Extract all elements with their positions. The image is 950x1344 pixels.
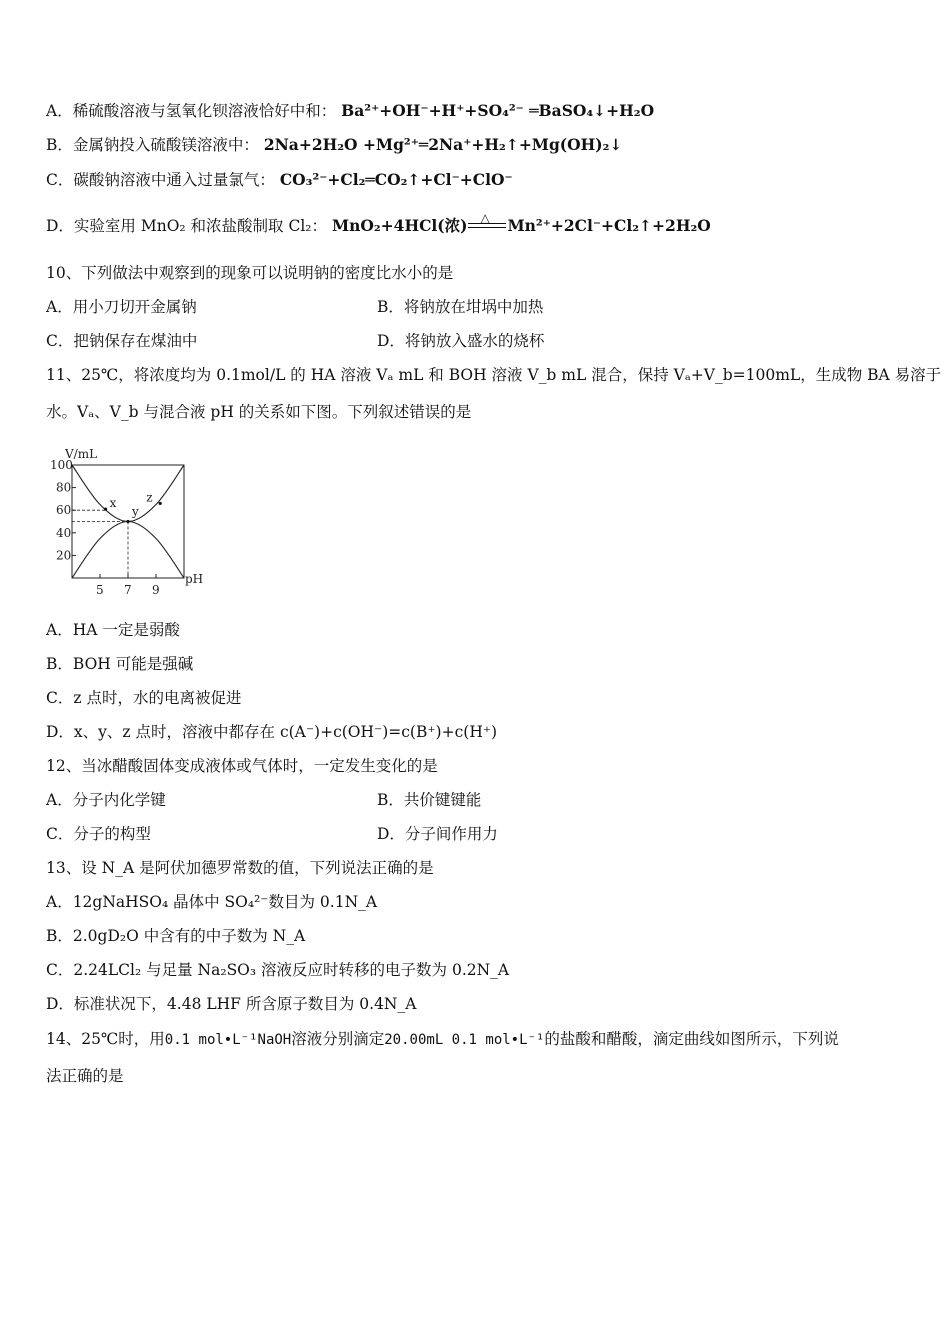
- q11-chart: [40, 440, 220, 600]
- point-marker: [104, 507, 107, 510]
- y-tick-label: 20: [56, 548, 72, 563]
- x-tick-label: 5: [96, 583, 104, 597]
- q11-stem-line2: 水。Vₐ、V_b 与混合液 pH 的关系如下图。下列叙述错误的是: [46, 403, 472, 421]
- q11-option-b: B．BOH 可能是强碱: [46, 655, 194, 673]
- point-marker: [126, 520, 129, 523]
- q10-option-d: D．将钠放入盛水的烧杯: [377, 332, 545, 350]
- q14-stem-line2: 法正确的是: [46, 1067, 124, 1085]
- heating-condition-sign: △: [467, 216, 507, 236]
- q12-option-b: B．共价键键能: [377, 791, 482, 809]
- q10-option-a: A．用小刀切开金属钠: [46, 298, 197, 316]
- y-tick-label: 60: [56, 503, 72, 518]
- q10-option-b: B．将钠放在坩埚中加热: [377, 298, 544, 316]
- q13-option-b: B．2.0gD₂O 中含有的中子数为 N_A: [46, 927, 306, 945]
- q9-option-b: B．金属钠投入硫酸镁溶液中： 2Na+2H₂O +Mg²⁺═2Na⁺+H₂↑+Mg(OH)₂↓: [46, 135, 623, 154]
- series-line: [72, 522, 184, 579]
- q9-option-a-equation: Ba²⁺+OH⁻+H⁺+SO₄²⁻ ═BaSO₄↓+H₂O: [341, 101, 655, 120]
- q9-option-c-equation: CO₃²⁻+Cl₂═CO₂↑+Cl⁻+ClO⁻: [279, 170, 513, 189]
- q9-option-a: A．稀硫酸溶液与氢氧化钡溶液恰好中和： Ba²⁺+OH⁻+H⁺+SO₄²⁻ ═BaSO₄↓+H₂O: [46, 101, 655, 120]
- q12-stem: 12、当冰醋酸固体变成液体或气体时，一定发生变化的是: [46, 757, 438, 775]
- q14-stem-line1: 14、25℃时，用0.1 mol•L⁻¹NaOH溶液分别滴定20.00mL 0.1 mol•L⁻¹的盐酸和醋酸，滴定曲线如图所示，下列说: [46, 1030, 839, 1048]
- x-tick-label: 9: [152, 583, 160, 597]
- y-tick-label: 100: [50, 458, 73, 472]
- q11-option-c: C．z 点时，水的电离被促进: [46, 689, 242, 707]
- series-line: [72, 465, 184, 522]
- y-tick-label: 40: [56, 525, 72, 540]
- dashed-guides: [72, 510, 128, 578]
- q12-option-c: C．分子的构型: [46, 825, 151, 843]
- q10-stem: 10、下列做法中观察到的现象可以说明钠的密度比水小的是: [46, 264, 454, 282]
- q13-option-d: D．标准状况下，4.48 LHF 所含原子数目为 0.4N_A: [46, 995, 417, 1013]
- q9-option-d: D．实验室用 MnO₂ 和浓盐酸制取 Cl₂： MnO₂+4HCl(浓) △ Mn²⁺+2Cl⁻+Cl₂↑+2H₂O: [46, 211, 711, 235]
- q13-option-c: C．2.24LCl₂ 与足量 Na₂SO₃ 溶液反应时转移的电子数为 0.2N_A: [46, 961, 510, 979]
- x-axis-label: pH: [185, 572, 204, 586]
- q12-option-a: A．分子内化学键: [46, 791, 166, 809]
- y-axis-label: V/mL: [65, 447, 98, 461]
- q10-option-c: C．把钠保存在煤油中: [46, 332, 198, 350]
- point-marker: [159, 502, 162, 505]
- x-tick-label: 7: [124, 583, 132, 597]
- q11-stem-line1: 11、25℃，将浓度均为 0.1mol/L 的 HA 溶液 Vₐ mL 和 BOH 溶液 V_b mL 混合，保持 Vₐ+V_b=100mL，生成物 BA 易溶于: [46, 366, 942, 384]
- q11-option-d: D．x、y、z 点时，溶液中都存在 c(A⁻)+c(OH⁻)=c(B⁺)+c(H⁺): [46, 723, 498, 741]
- q13-stem: 13、设 N_A 是阿伏加德罗常数的值，下列说法正确的是: [46, 859, 434, 877]
- q12-option-d: D．分子间作用力: [377, 825, 498, 843]
- q9-option-c: C．碳酸钠溶液中通入过量氯气： CO₃²⁻+Cl₂═CO₂↑+Cl⁻+ClO⁻: [46, 170, 513, 189]
- q9-option-b-equation: 2Na+2H₂O +Mg²⁺═2Na⁺+H₂↑+Mg(OH)₂↓: [263, 135, 623, 154]
- point-label: y: [132, 504, 139, 519]
- q13-option-a: A．12gNaHSO₄ 晶体中 SO₄²⁻数目为 0.1N_A: [46, 893, 378, 911]
- y-tick-label: 80: [56, 480, 72, 495]
- point-label: x: [109, 496, 117, 511]
- q11-option-a: A．HA 一定是弱酸: [46, 621, 180, 639]
- point-label: z: [146, 490, 153, 505]
